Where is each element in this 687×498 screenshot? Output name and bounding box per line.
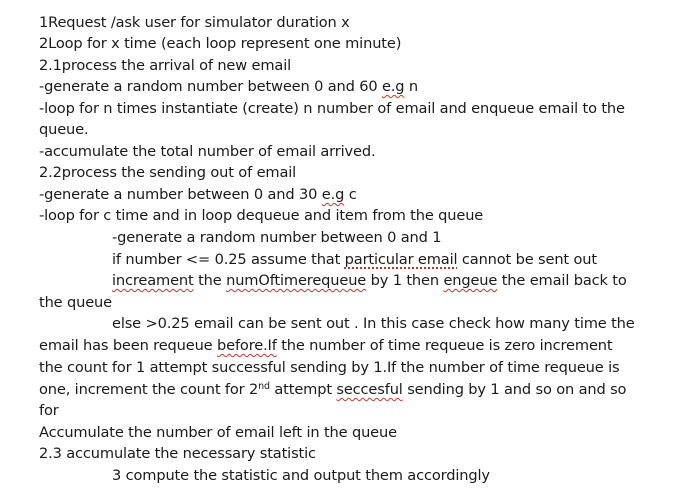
- spelling-flag: before.If: [217, 337, 277, 354]
- arrival-enqueue-line: -loop for n times instantiate (create) n number of email and enqueue email to the: [39, 100, 625, 117]
- spelling-flag: e.g: [381, 78, 405, 95]
- text-segment: -generate a random number between 0 and 60: [39, 78, 382, 95]
- arrival-accumulate-line: -accumulate the total number of email arrived.: [39, 143, 376, 160]
- step-1-request-duration: 1Request /ask user for simulator duration x: [39, 14, 350, 31]
- arrival-enqueue-line-cont: queue.: [39, 121, 89, 138]
- sending-requeue-line-cont: the queue: [39, 294, 112, 311]
- sending-requeue-line: [112, 270, 627, 291]
- sending-else-line-cont-2: the count for 1 attempt successful sending by 1.If the number of time requeue is: [39, 359, 620, 376]
- sending-random-number-line: [39, 184, 357, 205]
- spelling-flag: engeue: [443, 272, 498, 289]
- text-segment: the number of time requeue is zero increment: [276, 337, 613, 354]
- sending-dequeue-loop-line: -loop for c time and in loop dequeue and item from the queue: [39, 207, 484, 224]
- step-2-2-sending-heading: 2.2process the sending out of email: [39, 164, 297, 181]
- accumulate-left-line: Accumulate the number of email left in the queue: [39, 424, 397, 441]
- text-segment: attempt: [269, 381, 337, 398]
- text-segment: n: [404, 78, 418, 95]
- arrival-random-number-line: [39, 76, 418, 97]
- text-segment: by 1 then: [366, 272, 444, 289]
- text-segment: if number <= 0.25 assume that: [112, 251, 345, 268]
- step-2-1-arrival-heading: 2.1process the arrival of new email: [39, 57, 292, 74]
- text-segment: c: [344, 186, 357, 203]
- step-2-3-statistic: 2.3 accumulate the necessary statistic: [39, 445, 316, 462]
- spelling-flag: seccesful: [336, 381, 403, 398]
- ordinal-suffix: nd: [258, 381, 270, 392]
- sending-else-line-cont-1: [39, 335, 612, 356]
- step-2-loop-minutes: 2Loop for x time (each loop represent one minute): [39, 35, 402, 52]
- sending-probability-line: -generate a random number between 0 and 1: [112, 229, 442, 246]
- sending-else-line: else >0.25 email can be sent out . In this case check how many time the: [112, 315, 635, 332]
- spelling-flag: e.g: [321, 186, 345, 203]
- step-3-compute-output: 3 compute the statistic and output them accordingly: [112, 467, 490, 484]
- grammar-flag: particular email: [344, 251, 458, 268]
- text-segment: the email back to: [497, 272, 627, 289]
- sending-else-line-cont-4: for: [39, 402, 59, 419]
- spelling-flag: numOftimerequeue: [226, 272, 367, 289]
- text-segment: one, increment the count for 2: [39, 381, 259, 398]
- spelling-flag: increament: [112, 272, 194, 289]
- text-segment: the: [193, 272, 227, 289]
- text-segment: email has been requeue: [39, 337, 217, 354]
- sending-else-line-cont-3: [39, 379, 626, 400]
- sending-condition-line: [112, 249, 597, 270]
- text-segment: cannot be sent out: [457, 251, 597, 268]
- text-segment: sending by 1 and so on and so: [402, 381, 627, 398]
- text-segment: -generate a number between 0 and 30: [39, 186, 322, 203]
